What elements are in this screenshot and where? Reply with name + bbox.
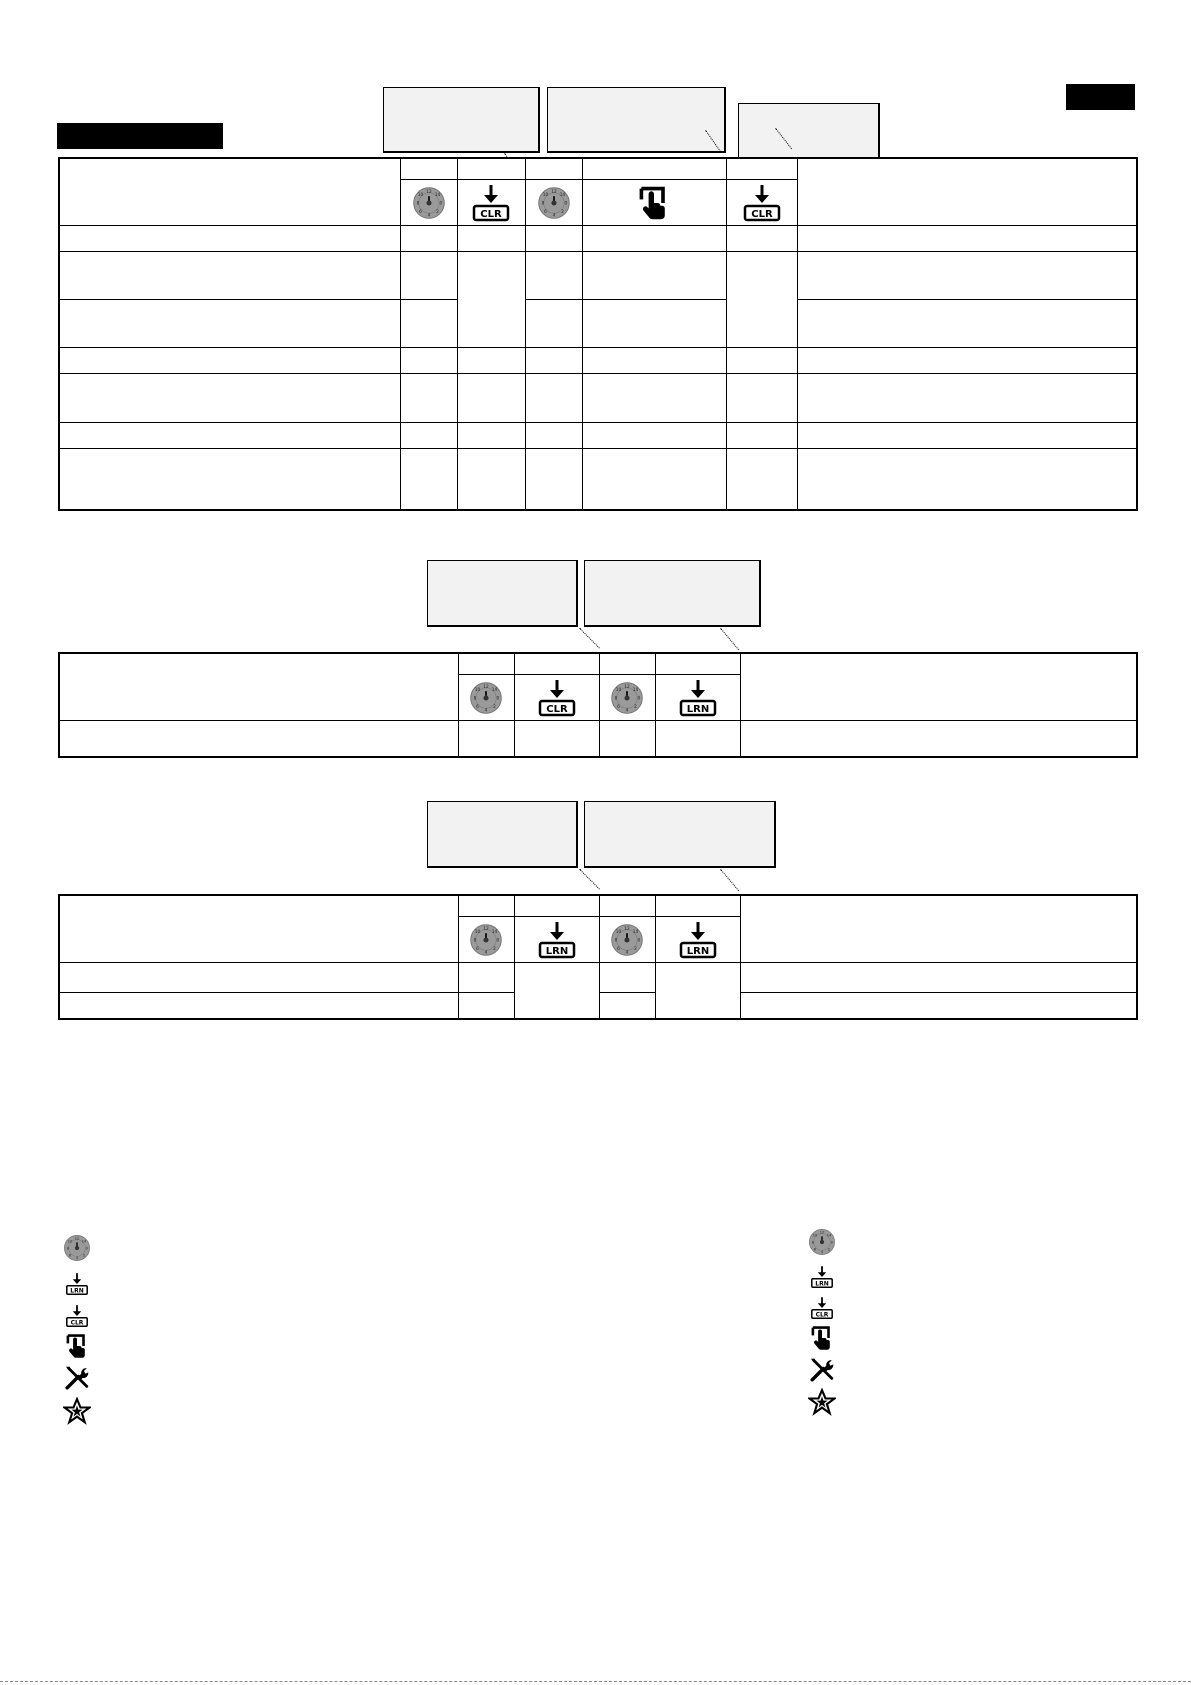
- table-cell: [726, 449, 797, 510]
- header-icon-cell: [400, 180, 457, 226]
- table-cell: [582, 449, 726, 510]
- lrn-button-icon: [810, 1265, 834, 1289]
- header-cell: [59, 653, 458, 721]
- page-edge-rule: [0, 1681, 1191, 1682]
- lrn-button-icon: [678, 678, 718, 718]
- header-cell: [457, 158, 525, 180]
- lrn-button-icon: [537, 920, 577, 960]
- table-cell: [400, 374, 457, 423]
- table-cell: [458, 963, 514, 993]
- table-3: [58, 894, 1138, 1020]
- table-cell: [59, 300, 400, 348]
- rotary-dial-icon: [63, 1234, 91, 1262]
- touch-press-icon: [636, 184, 672, 222]
- table-cell: [726, 252, 797, 348]
- table-cell: [726, 348, 797, 374]
- header-badge: [1066, 84, 1135, 110]
- table-cell: [525, 300, 582, 348]
- legend-item: [807, 1388, 837, 1416]
- table-cell: [525, 423, 582, 449]
- table-row: [59, 300, 1137, 348]
- callout-box: [584, 801, 776, 868]
- rotary-dial-icon: [469, 923, 503, 957]
- callout-leader: [720, 628, 739, 650]
- table-cell: [400, 423, 457, 449]
- legend-item: [62, 1234, 92, 1262]
- header-icon-cell: [458, 675, 514, 721]
- table-cell: [582, 348, 726, 374]
- header-icon-cell: [726, 180, 797, 226]
- table-cell: [599, 963, 655, 993]
- table-cell: [458, 993, 514, 1019]
- table-cell: [797, 423, 1137, 449]
- header-cell: [59, 158, 400, 226]
- table-cell: [59, 963, 458, 993]
- header-icon-cell: [514, 675, 599, 721]
- table-cell: [59, 226, 400, 252]
- table-cell: [655, 963, 740, 1019]
- table-row: [59, 348, 1137, 374]
- table-cell: [525, 226, 582, 252]
- table-cell: [59, 993, 458, 1019]
- table-cell: [582, 226, 726, 252]
- table-cell: [457, 348, 525, 374]
- rotary-dial-icon: [610, 681, 644, 715]
- table-cell: [599, 993, 655, 1019]
- header-cell: [514, 653, 599, 675]
- legend-item: [62, 1270, 92, 1298]
- table-cell: [797, 226, 1137, 252]
- callout-leader: [579, 869, 600, 890]
- header-cell: [797, 158, 1137, 226]
- legend-item: [62, 1302, 92, 1330]
- star-icon: [63, 1397, 91, 1425]
- table-cell: [740, 993, 1137, 1019]
- clr-button-icon: [65, 1304, 89, 1328]
- section-label: [57, 123, 223, 149]
- table-cell: [514, 721, 599, 757]
- header-icon-cell: [655, 917, 740, 963]
- table-cell: [797, 348, 1137, 374]
- callout-box: [547, 87, 726, 153]
- table-row: [59, 423, 1137, 449]
- rotary-dial-icon: [537, 186, 571, 220]
- table-cell: [457, 226, 525, 252]
- table-row: [59, 226, 1137, 252]
- table-cell: [740, 963, 1137, 993]
- clr-button-icon: [742, 183, 782, 223]
- touch-press-icon: [809, 1324, 835, 1352]
- table-row: [59, 374, 1137, 423]
- callout-box: [427, 801, 578, 868]
- table-cell: [457, 423, 525, 449]
- table-cell: [797, 449, 1137, 510]
- table-cell: [582, 374, 726, 423]
- table-row: [59, 721, 1137, 757]
- header-cell: [525, 158, 582, 180]
- header-cell: [599, 653, 655, 675]
- table-cell: [400, 300, 457, 348]
- header-icon-cell: [458, 917, 514, 963]
- table-cell: [457, 374, 525, 423]
- clr-button-icon: [810, 1296, 834, 1320]
- table-row: [59, 449, 1137, 510]
- rotary-dial-icon: [808, 1228, 836, 1256]
- tools-icon: [63, 1364, 91, 1392]
- header-cell: [740, 653, 1137, 721]
- header-icon-cell: [599, 675, 655, 721]
- legend-item: [807, 1294, 837, 1322]
- legend-item: [807, 1228, 837, 1256]
- legend-item: [807, 1356, 837, 1384]
- table-cell: [599, 721, 655, 757]
- header-cell: [740, 895, 1137, 963]
- table-cell: [59, 721, 458, 757]
- callout-box: [383, 87, 540, 153]
- table-cell: [400, 252, 457, 300]
- callout-box: [584, 560, 761, 627]
- rotary-dial-icon: [610, 923, 644, 957]
- table-cell: [726, 226, 797, 252]
- header-icon-cell: [457, 180, 525, 226]
- star-icon: [808, 1388, 836, 1416]
- table-cell: [400, 226, 457, 252]
- table-cell: [582, 300, 726, 348]
- table-cell: [525, 449, 582, 510]
- legend-item: [62, 1364, 92, 1392]
- table-cell: [457, 252, 525, 348]
- table-cell: [525, 252, 582, 300]
- header-icon-cell: [582, 180, 726, 226]
- header-icon-cell: [514, 917, 599, 963]
- table-cell: [726, 423, 797, 449]
- table-cell: [59, 423, 400, 449]
- header-icon-cell: [525, 180, 582, 226]
- table-cell: [740, 721, 1137, 757]
- table-1: [58, 157, 1138, 511]
- table-cell: [525, 374, 582, 423]
- header-cell: [655, 895, 740, 917]
- clr-button-icon: [471, 183, 511, 223]
- header-icon-cell: [599, 917, 655, 963]
- header-cell: [582, 158, 726, 180]
- table-cell: [400, 449, 457, 510]
- tools-icon: [808, 1356, 836, 1384]
- legend-item: [62, 1332, 92, 1360]
- table-cell: [582, 252, 726, 300]
- header-cell: [458, 895, 514, 917]
- table-2: [58, 652, 1138, 758]
- table-cell: [797, 300, 1137, 348]
- table-cell: [514, 963, 599, 1019]
- table-cell: [400, 348, 457, 374]
- table-cell: [59, 374, 400, 423]
- table-cell: [726, 374, 797, 423]
- callout-leader: [579, 628, 600, 649]
- table-cell: [59, 348, 400, 374]
- legend-item: [807, 1324, 837, 1352]
- header-cell: [400, 158, 457, 180]
- callout-leader: [720, 869, 739, 891]
- table-cell: [582, 423, 726, 449]
- table-cell: [797, 374, 1137, 423]
- lrn-button-icon: [678, 920, 718, 960]
- table-cell: [458, 721, 514, 757]
- header-cell: [514, 895, 599, 917]
- touch-press-icon: [64, 1332, 90, 1360]
- header-cell: [726, 158, 797, 180]
- table-cell: [797, 252, 1137, 300]
- header-cell: [458, 653, 514, 675]
- table-cell: [457, 449, 525, 510]
- callout-box: [427, 560, 578, 627]
- rotary-dial-icon: [469, 681, 503, 715]
- table-cell: [655, 721, 740, 757]
- header-cell: [59, 895, 458, 963]
- header-cell: [599, 895, 655, 917]
- clr-button-icon: [537, 678, 577, 718]
- lrn-button-icon: [65, 1272, 89, 1296]
- rotary-dial-icon: [412, 186, 446, 220]
- legend-item: [62, 1397, 92, 1425]
- table-cell: [59, 252, 400, 300]
- table-cell: [525, 348, 582, 374]
- table-cell: [59, 449, 400, 510]
- header-cell: [655, 653, 740, 675]
- table-row: [59, 963, 1137, 993]
- table-row: [59, 252, 1137, 300]
- legend-item: [807, 1263, 837, 1291]
- header-icon-cell: [655, 675, 740, 721]
